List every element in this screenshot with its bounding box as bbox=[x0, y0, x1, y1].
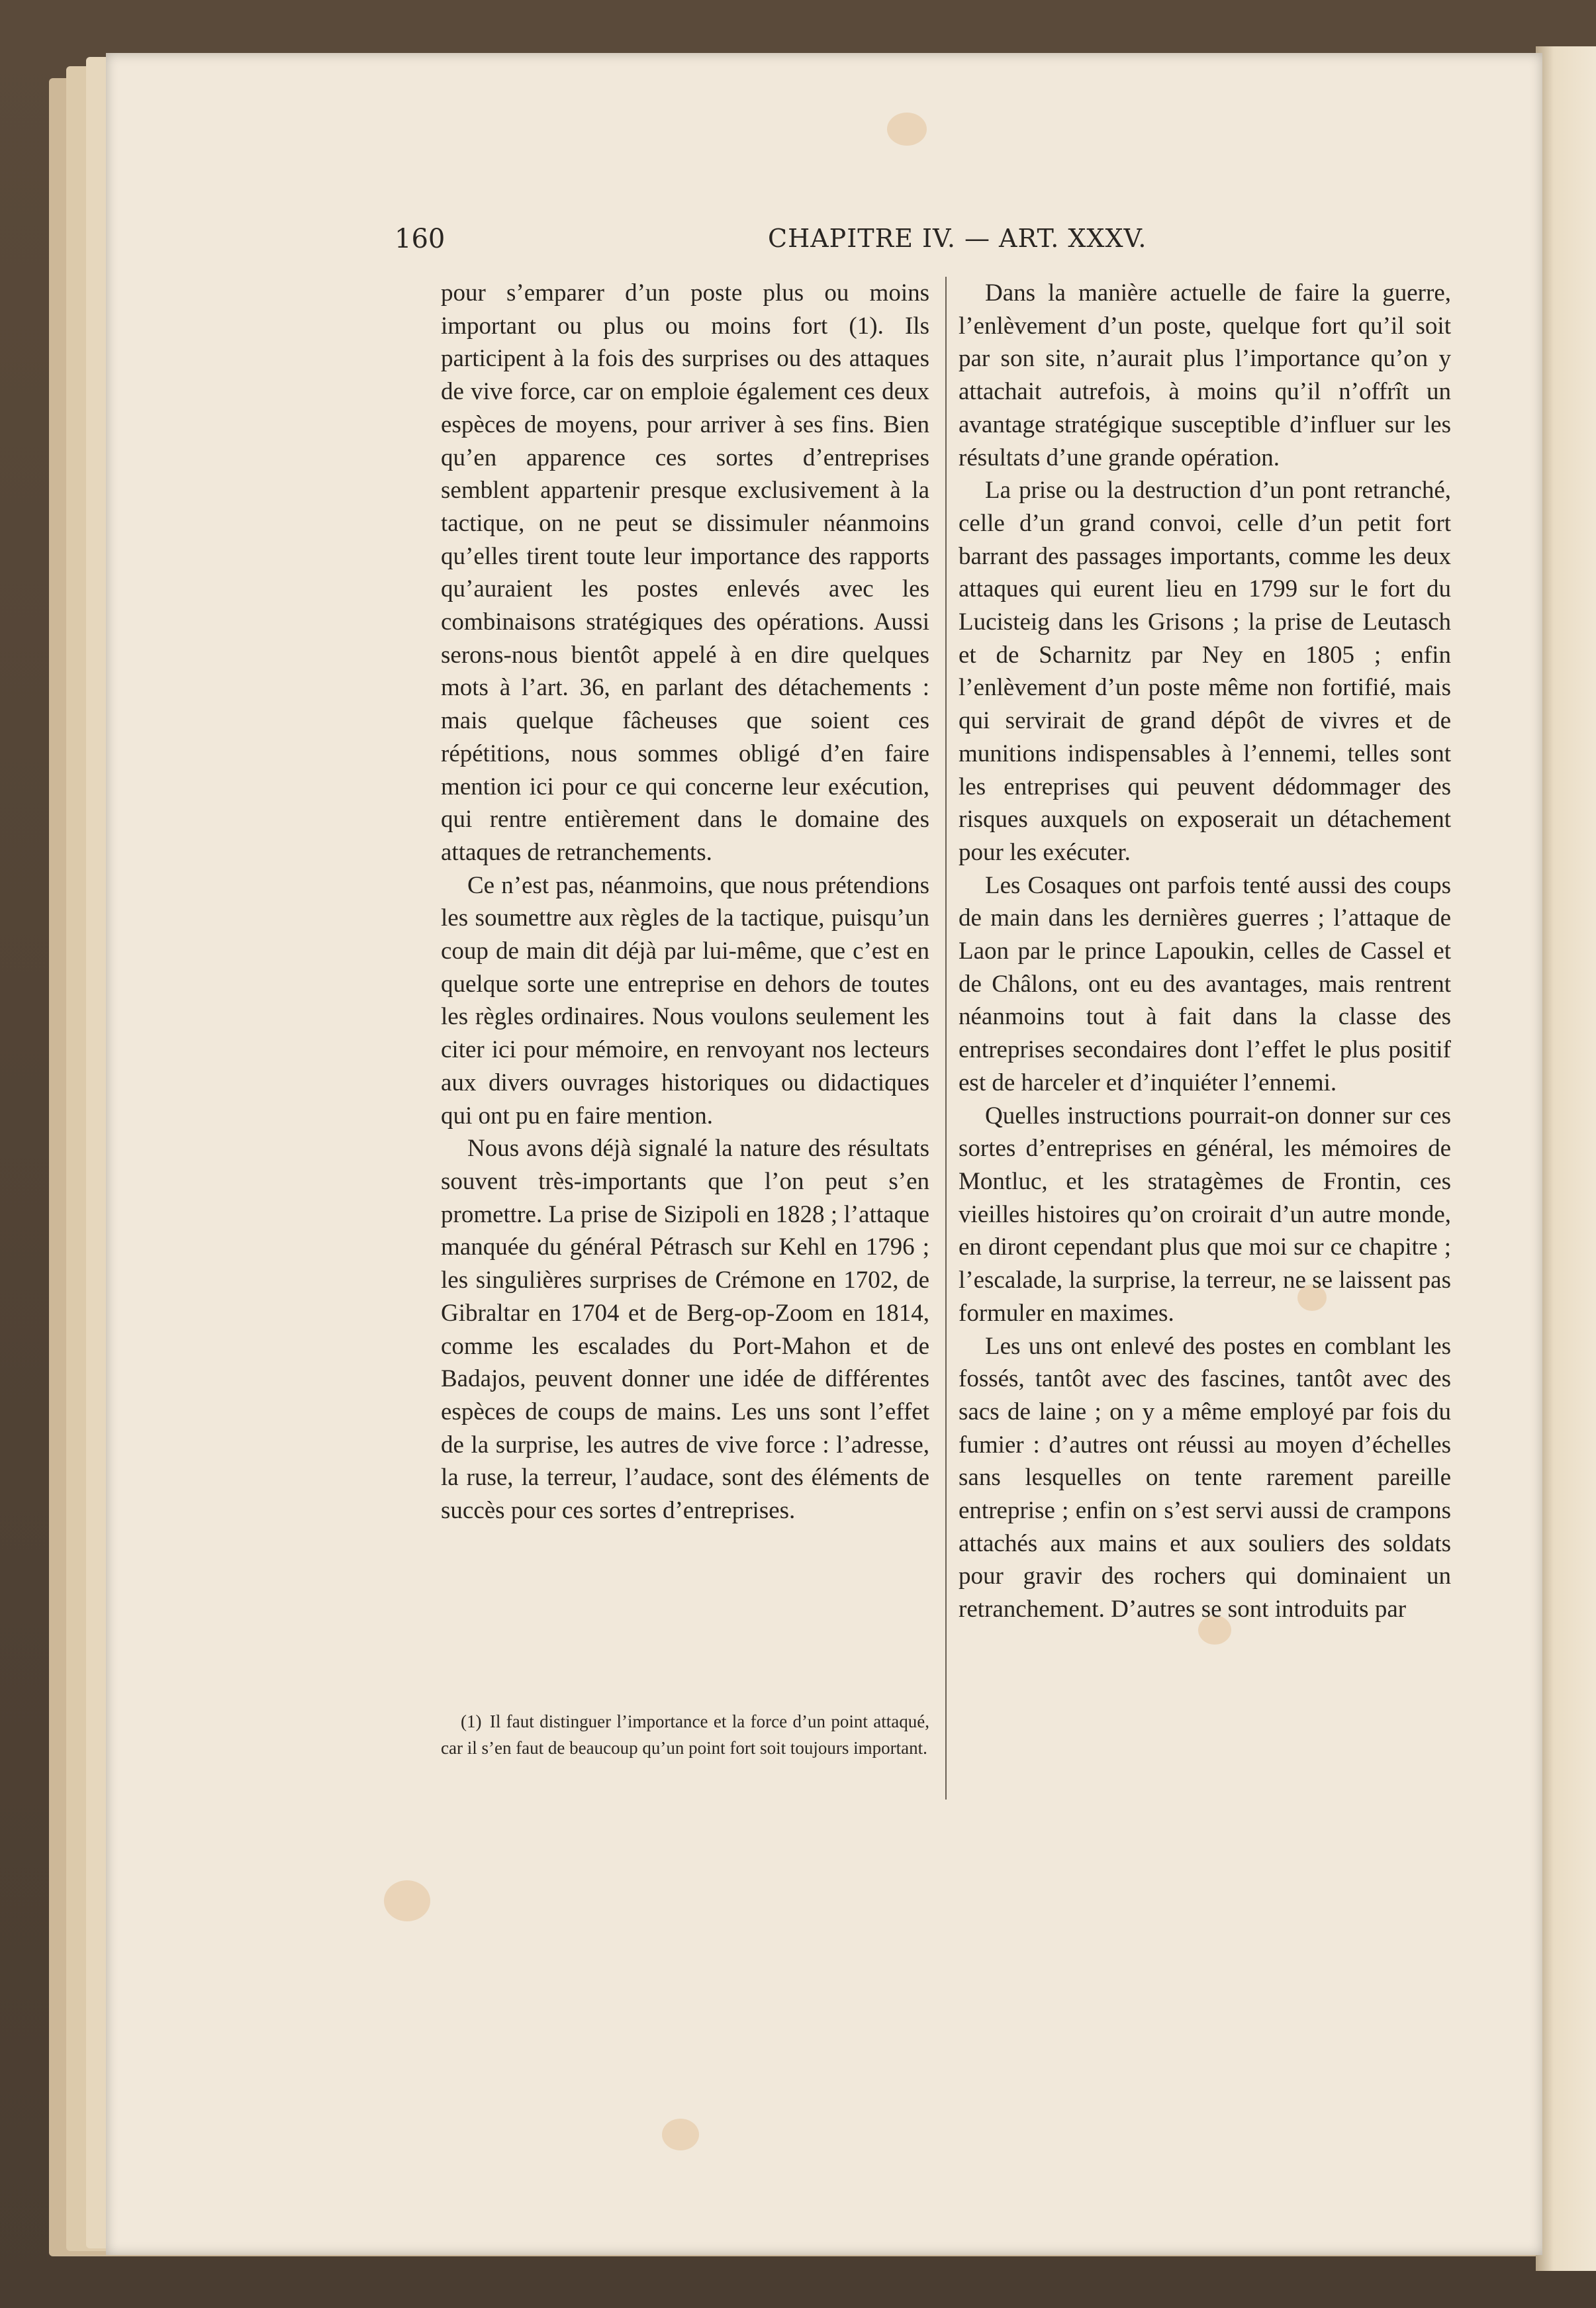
paper-stain bbox=[887, 113, 927, 146]
paragraph: Nous avons déjà signalé la nature des résultats souvent très-importants que l’on peut s’en promettre. La prise de Sizipoli en 1828 ; l’attaque manquée du général Pétrasch sur Kehl en 1796 ; les singulières surprises de Crémone en 1702, de Gibraltar en 1704 et de Berg-op-Zoom en 1814, comme les escalades du Port-Mahon et de Badajos, peuvent donner une idée de différentes espèces de coups de mains. Les uns sont l’effet de la surprise, les autres de vive force : l’adresse, la ruse, la terreur, l’audace, sont des éléments de succès pour ces sortes d’entreprises. bbox=[441, 1135, 929, 1525]
page-number: 160 bbox=[395, 224, 446, 254]
paragraph: Les Cosaques ont parfois tenté aussi des coups de main dans les dernières guerres ; l’attaque de Laon par le prince Lapoukin, celles de Cassel et de Châlons, ont eu des avantages, mais rentrent néanmoins tout à fait dans la classe des entreprises secondaires dont l’effet le plus positif est de harceler et d’inquiéter l’ennemi. bbox=[959, 871, 1451, 1096]
footnote-marker: (1) bbox=[461, 1711, 482, 1731]
paper-stain bbox=[384, 1880, 430, 1921]
footnote bbox=[441, 1708, 929, 1761]
paragraph: Quelles instructions pourrait-on donner sur ces sortes d’entreprises en général, les mémoires de Montluc, et les stratagèmes de Frontin, ces vieilles histoires qu’on croirait d’un autre monde, en diront cependant plus que moi sur ce chapitre ; l’escalade, la surprise, la terreur, ne se laissent pas formuler en maximes. bbox=[959, 1102, 1451, 1327]
running-head: CHAPITRE IV. — ART. XXXV. bbox=[768, 224, 1147, 253]
right-text-column bbox=[959, 277, 1451, 1626]
paper-stain bbox=[662, 2119, 699, 2150]
column-divider bbox=[945, 277, 947, 1800]
paragraph: La prise ou la destruction d’un pont retranché, celle d’un grand convoi, celle d’un petit fort barrant des passages importants, comme les deux attaques qui eurent lieu en 1799 sur le fort du Lucisteig dans les Grisons ; la prise de Leutasch et de Scharnitz par Ney en 1805 ; enfin l’enlèvement d’un poste même non fortifié, mais qui servirait de grand dépôt de vivres et de munitions indispensables à l’ennemi, telles sont les entreprises qui peuvent dédommager des risques auxquels on exposerait un détachement pour les exécuter. bbox=[959, 477, 1451, 866]
paragraph: pour s’emparer d’un poste plus ou moins important ou plus ou moins fort (1). Ils participent à la fois des surprises ou des attaques de vive force, car on emploie également ces deux espèces de moyens, pour arriver à ses fins. Bien qu’en apparence ces sortes d’entreprises semblent appartenir presque exclusivement à la tactique, on ne peut se dissimuler néanmoins qu’elles tirent toute leur importance des rapports qu’auraient les postes enlevés avec les combinaisons stratégiques des opérations. Aussi serons-nous bientôt appelé à en dire quelques mots à l’art. 36, en parlant des détachements : mais quelque fâcheuses que soient ces répétitions, nous sommes obligé d’en faire mention ici pour ce qui concerne leur exécution, qui rentre entièrement dans le domaine des attaques de retranchements. bbox=[441, 279, 929, 866]
footnote-text: Il faut distinguer l’importance et la force d’un point attaqué, car il s’en faut de beaucoup qu’un point fort soit toujours important. bbox=[441, 1711, 930, 1758]
adjacent-page bbox=[1536, 46, 1596, 2271]
paragraph: Les uns ont enlevé des postes en comblant les fossés, tantôt avec des fascines, tantôt avec des sacs de laine ; on y a même employé par fois du fumier : d’autres ont réussi au moyen d’échelles sans lesquelles on tente rarement pareille entreprise ; enfin on s’est servi aussi de crampons attachés aux mains et aux souliers des soldats pour gravir des rochers qui dominaient un retranchement. D’autres se sont introduits par bbox=[959, 1332, 1451, 1623]
paragraph: Dans la manière actuelle de faire la guerre, l’enlèvement d’un poste, quelque fort qu’il soit par son site, n’aurait plus l’importance qu’on y attachait autrefois, à moins qu’il n’offrît un avantage stratégique susceptible d’influer sur les résultats d’une grande opération. bbox=[959, 279, 1451, 471]
paragraph: Ce n’est pas, néanmoins, que nous prétendions les soumettre aux règles de la tactique, puisqu’un coup de main dit déjà par lui-même, que c’est en quelque sorte une entreprise en dehors de toutes les règles ordinaires. Nous voulons seulement les citer ici pour mémoire, en renvoyant nos lecteurs aux divers ouvrages historiques ou didactiques qui ont pu en faire mention. bbox=[441, 871, 929, 1130]
left-text-column bbox=[441, 277, 929, 1527]
